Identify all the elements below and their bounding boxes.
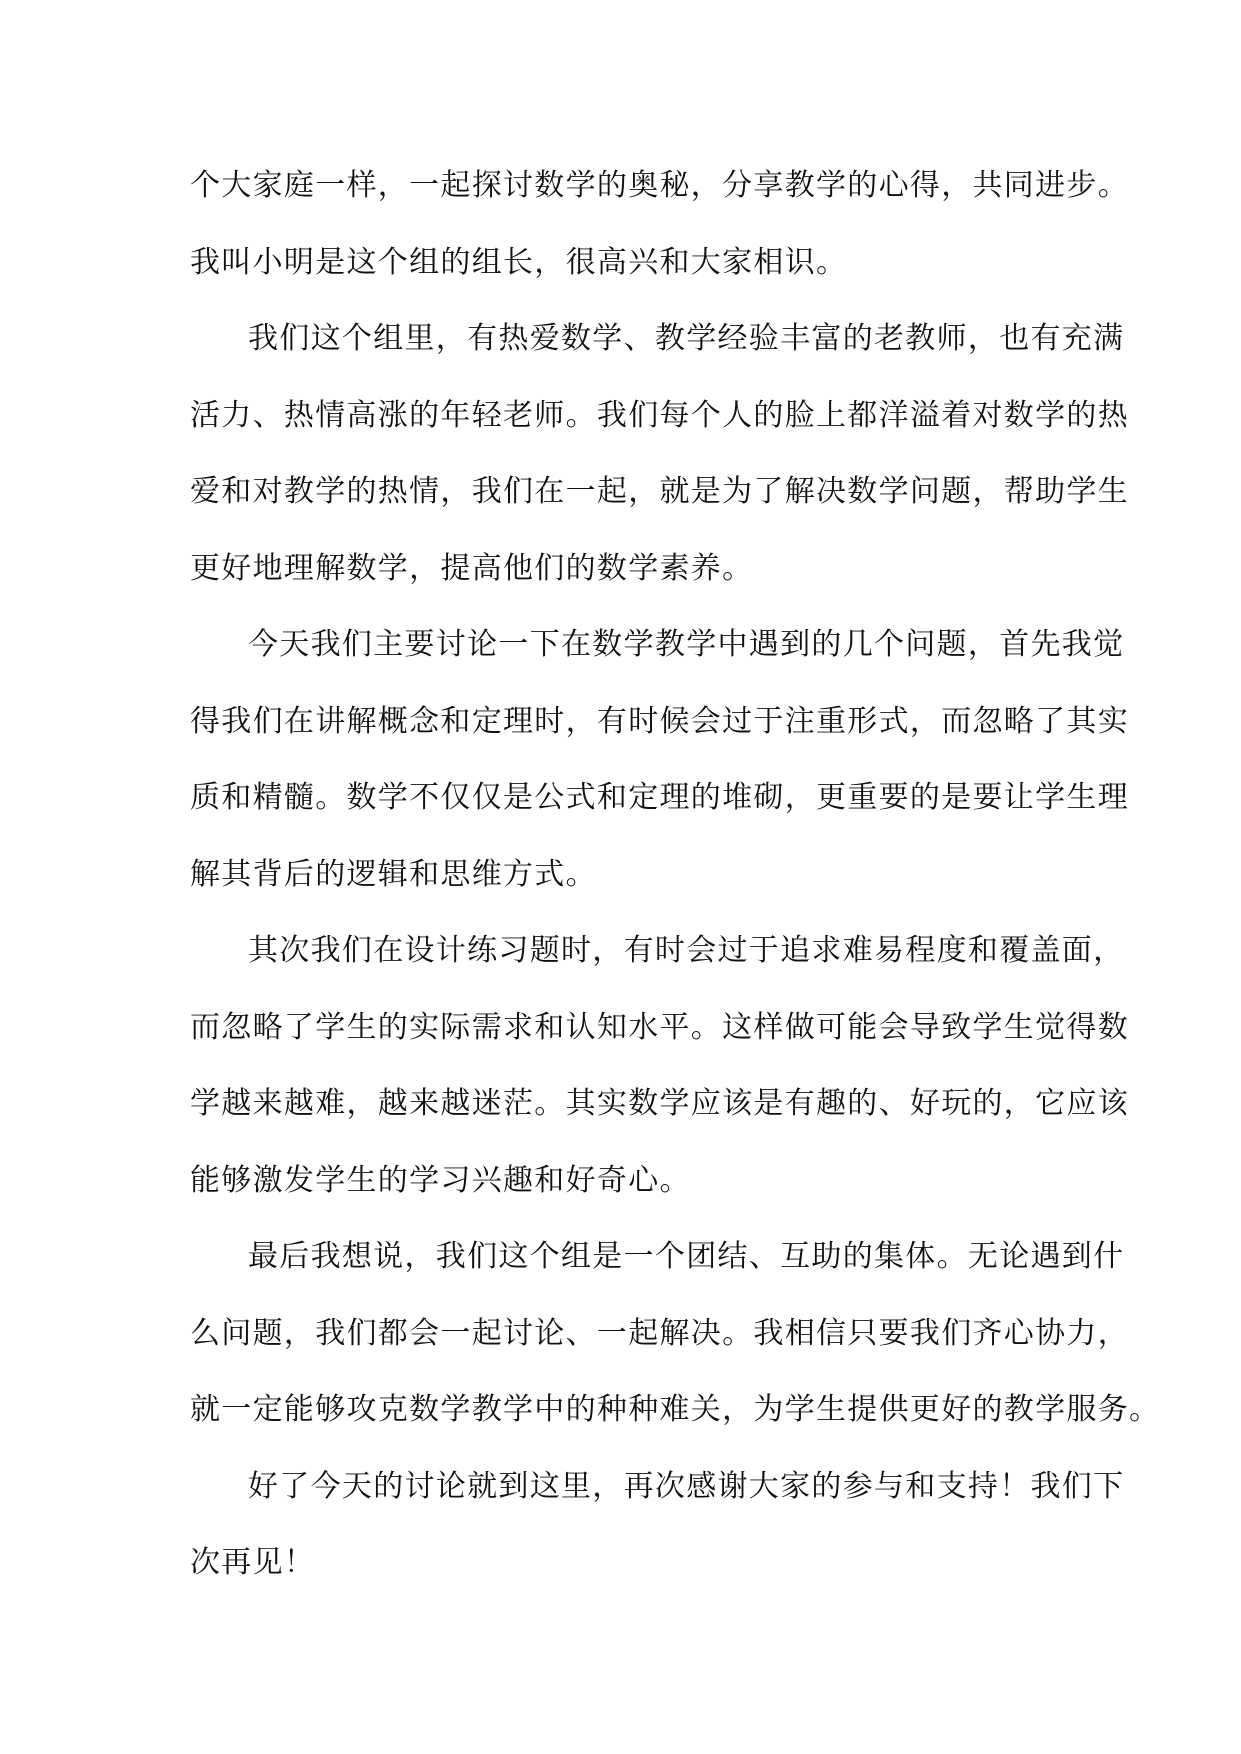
text-line: 更好地理解数学，提高他们的数学素养。	[190, 550, 754, 586]
paragraph-start-line: 最后我想说，我们这个组是一个团结、互助的集体。无论遇到什	[248, 1239, 1125, 1274]
text-line: 活力、热情高涨的年轻老师。我们每个人的脸上都洋溢着对数学的热	[190, 397, 1129, 433]
text-line: 解其背后的逻辑和思维方式。	[190, 856, 597, 892]
paragraph-start-line: 好了今天的讨论就到这里，再次感谢大家的参与和支持！我们下	[248, 1468, 1125, 1504]
paragraph-start-line: 我们这个组里，有热爱数学、教学经验丰富的老教师，也有充满	[248, 321, 1125, 356]
text-line: 个大家庭一样，一起探讨数学的奥秘，分享教学的心得，共同进步。	[190, 168, 1129, 203]
text-line: 么问题，我们都会一起讨论、一起解决。我相信只要我们齐心协力，	[190, 1315, 1129, 1351]
text-line: 次再见！	[190, 1545, 316, 1580]
paragraph-start-line: 其次我们在设计练习题时，有时会过于追求难易程度和覆盖面，	[248, 933, 1125, 968]
text-line: 能够激发学生的学习兴趣和好奇心。	[190, 1162, 691, 1198]
text-line: 得我们在讲解概念和定理时，有时候会过于注重形式，而忽略了其实	[190, 703, 1129, 739]
document-body	[190, 148, 1161, 1602]
text-line: 质和精髓。数学不仅仅是公式和定理的堆砌，更重要的是要让学生理	[190, 780, 1129, 815]
text-line: 而忽略了学生的实际需求和认知水平。这样做可能会导致学生觉得数	[190, 1009, 1129, 1045]
paragraph-start-line: 今天我们主要讨论一下在数学教学中遇到的几个问题，首先我觉	[248, 627, 1125, 662]
text-line: 就一定能够攻克数学教学中的种种难关，为学生提供更好的教学服务。	[190, 1392, 1161, 1427]
text-line: 我叫小明是这个组的组长，很高兴和大家相识。	[190, 244, 848, 280]
text-line: 爱和对教学的热情，我们在一起，就是为了解决数学问题，帮助学生	[190, 474, 1129, 509]
text-line: 学越来越难，越来越迷茫。其实数学应该是有趣的、好玩的，它应该	[190, 1086, 1129, 1121]
